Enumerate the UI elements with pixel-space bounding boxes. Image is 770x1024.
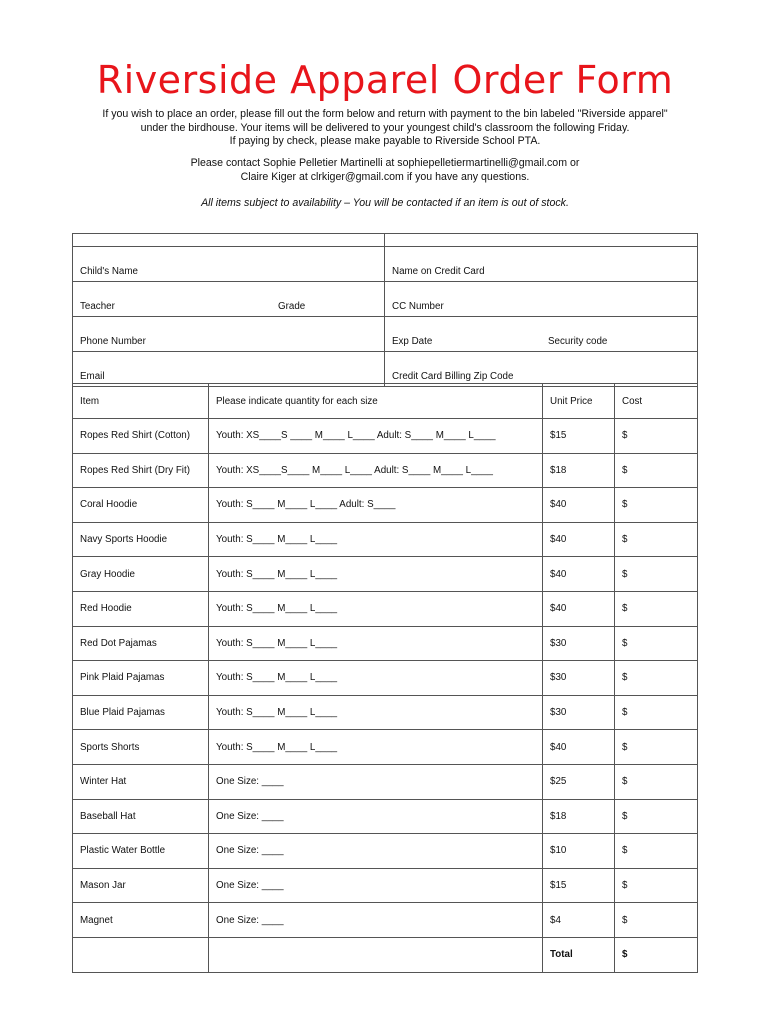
unit-price-cell: $40 bbox=[543, 730, 615, 765]
teacher-label: Teacher bbox=[80, 301, 115, 312]
table-row bbox=[73, 903, 698, 938]
unit-price-cell: $18 bbox=[543, 799, 615, 834]
availability-notice: All items subject to availability – You will be contacted if an item is out of stock. bbox=[201, 197, 569, 209]
total-label: Total bbox=[543, 937, 615, 972]
cc-number-label: CC Number bbox=[392, 301, 444, 312]
contact-line: Claire Kiger at clrkiger@gmail.com if you have any questions. bbox=[240, 171, 530, 183]
item-cell: Red Dot Pajamas bbox=[73, 626, 209, 661]
size-quantity-cell[interactable]: Youth: S____ M____ L____ bbox=[209, 661, 543, 696]
table-row bbox=[73, 695, 698, 730]
unit-price-cell: $10 bbox=[543, 834, 615, 869]
table-row bbox=[73, 453, 698, 488]
grade-label: Grade bbox=[278, 301, 306, 312]
phone-field[interactable] bbox=[73, 317, 385, 352]
table-row bbox=[73, 661, 698, 696]
contact-line: Please contact Sophie Pelletier Martinelli at sophiepelletiermartinelli@gmail.com or bbox=[190, 157, 580, 169]
cost-cell[interactable]: $ bbox=[615, 799, 698, 834]
size-quantity-cell[interactable]: One Size: ____ bbox=[209, 834, 543, 869]
teacher-grade-field[interactable] bbox=[73, 282, 385, 317]
total-row bbox=[73, 937, 698, 972]
table-row bbox=[73, 764, 698, 799]
info-header-left bbox=[73, 234, 385, 247]
unit-price-cell: $18 bbox=[543, 453, 615, 488]
size-quantity-cell[interactable]: One Size: ____ bbox=[209, 903, 543, 938]
order-header-row bbox=[73, 384, 698, 419]
name-on-card-field[interactable] bbox=[385, 247, 698, 282]
form-title: Riverside Apparel Order Form bbox=[96, 58, 674, 102]
cost-cell[interactable]: $ bbox=[615, 834, 698, 869]
security-code-label: Security code bbox=[548, 336, 608, 347]
size-quantity-cell[interactable]: Youth: XS____S____ M____ L____ Adult: S____ M____ L____ bbox=[209, 453, 543, 488]
childs-name-label: Child's Name bbox=[80, 266, 138, 277]
table-row bbox=[73, 522, 698, 557]
exp-security-field[interactable] bbox=[385, 317, 698, 352]
unit-price-cell: $30 bbox=[543, 661, 615, 696]
email-label: Email bbox=[80, 371, 105, 382]
unit-price-cell: $25 bbox=[543, 764, 615, 799]
cost-cell[interactable]: $ bbox=[615, 522, 698, 557]
cost-cell[interactable]: $ bbox=[615, 764, 698, 799]
cost-cell[interactable]: $ bbox=[615, 903, 698, 938]
col-header-sizes: Please indicate quantity for each size bbox=[209, 384, 543, 419]
billing-zip-label: Credit Card Billing Zip Code bbox=[392, 371, 514, 382]
intro-line: If you wish to place an order, please fill out the form below and return with payment to the bin labeled "Riverside apparel" bbox=[102, 108, 668, 120]
intro-line: under the birdhouse. Your items will be delivered to your youngest child's classroom the following Friday. bbox=[140, 121, 630, 134]
unit-price-cell: $40 bbox=[543, 557, 615, 592]
size-quantity-cell[interactable]: Youth: S____ M____ L____ bbox=[209, 557, 543, 592]
item-cell: Coral Hoodie bbox=[73, 488, 209, 523]
size-quantity-cell[interactable]: One Size: ____ bbox=[209, 799, 543, 834]
size-quantity-cell[interactable]: Youth: S____ M____ L____ bbox=[209, 695, 543, 730]
unit-price-cell: $40 bbox=[543, 591, 615, 626]
cost-cell[interactable]: $ bbox=[615, 626, 698, 661]
item-cell: Magnet bbox=[73, 903, 209, 938]
table-row bbox=[73, 868, 698, 903]
table-row bbox=[73, 626, 698, 661]
size-quantity-cell[interactable]: Youth: S____ M____ L____ bbox=[209, 626, 543, 661]
cost-cell[interactable]: $ bbox=[615, 868, 698, 903]
billing-zip-field[interactable] bbox=[385, 352, 698, 387]
size-quantity-cell[interactable]: Youth: S____ M____ L____ bbox=[209, 730, 543, 765]
table-row bbox=[73, 834, 698, 869]
intro-line: If paying by check, please make payable to Riverside School PTA. bbox=[229, 135, 541, 147]
total-empty-cell bbox=[73, 937, 209, 972]
item-cell: Sports Shorts bbox=[73, 730, 209, 765]
table-row bbox=[73, 419, 698, 454]
table-row bbox=[73, 488, 698, 523]
cost-cell[interactable]: $ bbox=[615, 557, 698, 592]
intro-text bbox=[40, 108, 730, 149]
cc-number-field[interactable] bbox=[385, 282, 698, 317]
item-cell: Ropes Red Shirt (Cotton) bbox=[73, 419, 209, 454]
item-cell: Baseball Hat bbox=[73, 799, 209, 834]
email-field[interactable] bbox=[73, 352, 385, 387]
item-cell: Plastic Water Bottle bbox=[73, 834, 209, 869]
item-cell: Mason Jar bbox=[73, 868, 209, 903]
unit-price-cell: $30 bbox=[543, 695, 615, 730]
size-quantity-cell[interactable]: One Size: ____ bbox=[209, 764, 543, 799]
table-row bbox=[73, 799, 698, 834]
size-quantity-cell[interactable]: Youth: XS____S ____ M____ L____ Adult: S____ M____ L____ bbox=[209, 419, 543, 454]
table-row bbox=[73, 730, 698, 765]
cost-cell[interactable]: $ bbox=[615, 591, 698, 626]
item-cell: Winter Hat bbox=[73, 764, 209, 799]
col-header-unit-price: Unit Price bbox=[543, 384, 615, 419]
item-cell: Ropes Red Shirt (Dry Fit) bbox=[73, 453, 209, 488]
name-on-card-label: Name on Credit Card bbox=[392, 266, 485, 277]
size-quantity-cell[interactable]: Youth: S____ M____ L____ bbox=[209, 522, 543, 557]
item-cell: Pink Plaid Pajamas bbox=[73, 661, 209, 696]
unit-price-cell: $4 bbox=[543, 903, 615, 938]
item-cell: Gray Hoodie bbox=[73, 557, 209, 592]
unit-price-cell: $40 bbox=[543, 522, 615, 557]
col-header-cost: Cost bbox=[615, 384, 698, 419]
item-cell: Blue Plaid Pajamas bbox=[73, 695, 209, 730]
total-empty-cell bbox=[209, 937, 543, 972]
contact-text bbox=[40, 156, 730, 184]
customer-info-table bbox=[72, 233, 698, 387]
cost-cell[interactable]: $ bbox=[615, 730, 698, 765]
exp-date-label: Exp Date bbox=[392, 336, 433, 347]
info-header-right bbox=[385, 234, 698, 247]
unit-price-cell: $15 bbox=[543, 868, 615, 903]
cost-cell[interactable]: $ bbox=[615, 661, 698, 696]
cost-cell[interactable]: $ bbox=[615, 453, 698, 488]
unit-price-cell: $30 bbox=[543, 626, 615, 661]
col-header-item: Item bbox=[73, 384, 209, 419]
item-cell: Navy Sports Hoodie bbox=[73, 522, 209, 557]
childs-name-field[interactable] bbox=[73, 247, 385, 282]
unit-price-cell: $15 bbox=[543, 419, 615, 454]
total-cost-cell[interactable]: $ bbox=[615, 937, 698, 972]
size-quantity-cell[interactable]: Youth: S____ M____ L____ bbox=[209, 591, 543, 626]
phone-label: Phone Number bbox=[80, 336, 146, 347]
size-quantity-cell[interactable]: Youth: S____ M____ L____ Adult: S____ bbox=[209, 488, 543, 523]
table-row bbox=[73, 591, 698, 626]
cost-cell[interactable]: $ bbox=[615, 488, 698, 523]
size-quantity-cell[interactable]: One Size: ____ bbox=[209, 868, 543, 903]
table-row bbox=[73, 557, 698, 592]
cost-cell[interactable]: $ bbox=[615, 695, 698, 730]
unit-price-cell: $40 bbox=[543, 488, 615, 523]
order-table bbox=[72, 383, 698, 973]
item-cell: Red Hoodie bbox=[73, 591, 209, 626]
cost-cell[interactable]: $ bbox=[615, 419, 698, 454]
